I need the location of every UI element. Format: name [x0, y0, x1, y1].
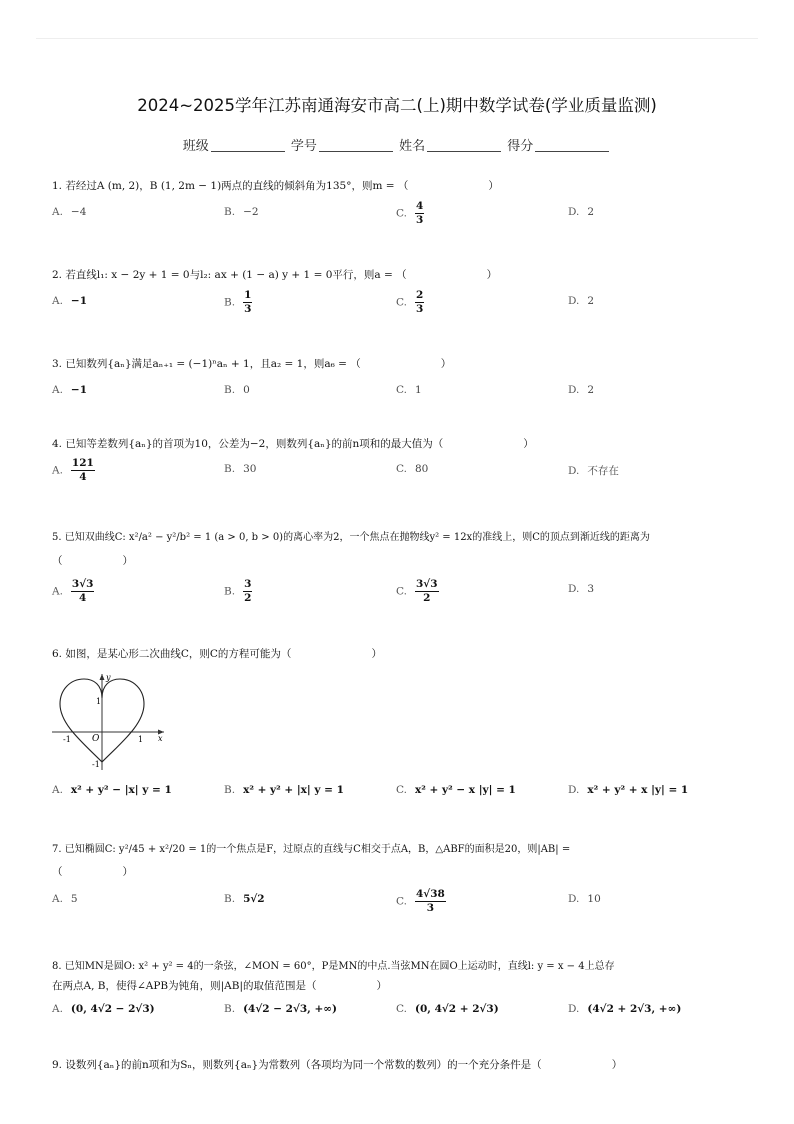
option-c[interactable]: C. $\frac{4√38}{3}$	[396, 888, 445, 914]
y-axis-arrow	[100, 674, 105, 680]
option-d[interactable]: D. (4√2 + 2√3, +∞)	[568, 1003, 682, 1015]
id-blank[interactable]	[319, 139, 393, 152]
tick-x-neg: -1	[63, 735, 71, 744]
option-c[interactable]: C. $\frac{4}{3}$	[396, 200, 424, 226]
option-b[interactable]: B. −2	[224, 206, 259, 218]
option-b[interactable]: B. 30	[224, 463, 257, 475]
option-b[interactable]: B. (4√2 − 2√3, +∞)	[224, 1003, 337, 1015]
question-9	[52, 1057, 622, 1073]
option-c[interactable]: C. $\frac{3√3}{2}$	[396, 578, 438, 604]
question-paren: ）	[440, 358, 452, 370]
score-label: 得分	[507, 139, 534, 154]
tick-y-pos: 1	[96, 697, 102, 706]
question-stem: 6. 如图，是某心形二次曲线C，则C的方程可能为（	[52, 648, 292, 660]
tick-x-pos: 1	[138, 735, 144, 744]
option-b[interactable]: B. 0	[224, 384, 250, 396]
question-stem: 8. 已知MN是圆O: x² + y² = 4的一条弦，∠MON = 60°，P是MN的中点.当弦MN在圆O上运动时，直线l: y = x − 4上总存	[52, 961, 615, 972]
question-2	[52, 267, 497, 283]
heart-curve-figure	[52, 670, 172, 774]
question-8-line2: 在两点A, B，使得∠APB为钝角，则|AB|的取值范围是（ ）	[52, 980, 388, 992]
y-axis-label: y	[106, 673, 111, 682]
option-a[interactable]: A. −1	[52, 295, 88, 307]
origin-label: O	[92, 734, 100, 744]
option-c[interactable]: C. 80	[396, 463, 429, 475]
page-title: 2024~2025学年江苏南通海安市高二(上)期中数学试卷(学业质量监测)	[137, 96, 657, 115]
name-label: 姓名	[399, 139, 426, 154]
question-stem: 7. 已知椭圆C: y²/45 + x²/20 = 1的一个焦点是F，过原点的直线与C相交于点A，B，△ABF的面积是20，则|AB| =	[52, 844, 571, 855]
question-paren: ）	[488, 180, 499, 192]
question-5	[52, 530, 650, 546]
question-paren: ）	[486, 269, 498, 281]
question-paren: ）	[376, 980, 388, 992]
question-stem: 3. 已知数列{aₙ}满足aₙ₊₁ = (−1)ⁿaₙ + 1，且a₂ = 1，则a₆ = （	[52, 358, 361, 370]
score-blank[interactable]	[535, 139, 609, 152]
question-paren: ）	[523, 438, 534, 450]
option-b[interactable]: B. 5√2	[224, 893, 265, 905]
header-divider	[36, 38, 758, 39]
question-stem: 5. 已知双曲线C: x²/a² − y²/b² = 1 (a > 0, b > 0)的离心率为2，一个焦点在抛物线y² = 12x的准线上，则C的顶点到渐近线的距离为	[52, 532, 650, 543]
option-c[interactable]: C. (0, 4√2 + 2√3)	[396, 1003, 499, 1015]
question-7-line2: （ ）	[52, 866, 133, 878]
question-stem: 2. 若直线l₁: x − 2y + 1 = 0与l₂: ax + (1 − a) y + 1 = 0平行，则a = （	[52, 269, 407, 281]
option-d[interactable]: D. 2	[568, 206, 595, 218]
option-b[interactable]: B. x² + y² + |x| y = 1	[224, 784, 344, 796]
option-d[interactable]: D. 2	[568, 295, 595, 307]
x-axis-label: x	[158, 734, 163, 743]
option-c[interactable]: C. x² + y² − x |y| = 1	[396, 784, 516, 796]
option-a[interactable]: A. $\frac{3√3}{4}$	[52, 578, 94, 604]
option-a[interactable]: A. $\frac{121}{4}$	[52, 457, 94, 483]
question-3	[52, 356, 451, 372]
class-blank[interactable]	[211, 139, 285, 152]
name-blank[interactable]	[427, 139, 501, 152]
question-4	[52, 436, 534, 452]
option-d[interactable]: D. x² + y² + x |y| = 1	[568, 784, 689, 796]
option-d[interactable]: D. 10	[568, 893, 601, 905]
class-label: 班级	[182, 139, 209, 154]
question-stem: 1. 若经过A (m, 2)，B (1, 2m − 1)两点的直线的倾斜角为135°，则m = （	[52, 180, 409, 192]
option-b[interactable]: B. $\frac{3}{2}$	[224, 578, 252, 604]
option-d[interactable]: D. 3	[568, 583, 595, 595]
option-b[interactable]: B. $\frac{1}{3}$	[224, 289, 252, 315]
question-paren: ）	[371, 648, 382, 660]
option-a[interactable]: A. −4	[52, 206, 87, 218]
tick-y-neg: -1	[92, 760, 100, 769]
question-stem: 9. 设数列{aₙ}的前n项和为Sₙ，则数列{aₙ}为常数列（各项均为同一个常数的数列）的一个充分条件是（	[52, 1059, 542, 1071]
option-d[interactable]: D. 2	[568, 384, 595, 396]
question-paren: ）	[122, 555, 133, 567]
option-a[interactable]: A. (0, 4√2 − 2√3)	[52, 1003, 155, 1015]
question-8	[52, 959, 615, 975]
question-paren: ）	[611, 1059, 623, 1071]
question-6	[52, 646, 382, 662]
option-c[interactable]: C. $\frac{2}{3}$	[396, 289, 424, 315]
question-stem: 4. 已知等差数列{aₙ}的首项为10，公差为−2，则数列{aₙ}的前n项和的最大值为（	[52, 438, 444, 450]
option-a[interactable]: A. −1	[52, 384, 88, 396]
question-paren: ）	[122, 866, 133, 878]
question-1	[52, 178, 499, 194]
option-c[interactable]: C. 1	[396, 384, 422, 396]
option-d[interactable]: D. 不存在	[568, 465, 619, 477]
id-label: 学号	[290, 139, 317, 154]
option-a[interactable]: A. x² + y² − |x| y = 1	[52, 784, 172, 796]
student-info-row	[0, 135, 794, 154]
option-a[interactable]: A. 5	[52, 893, 78, 905]
question-7	[52, 842, 570, 858]
question-5-line2: （ ）	[52, 555, 133, 567]
